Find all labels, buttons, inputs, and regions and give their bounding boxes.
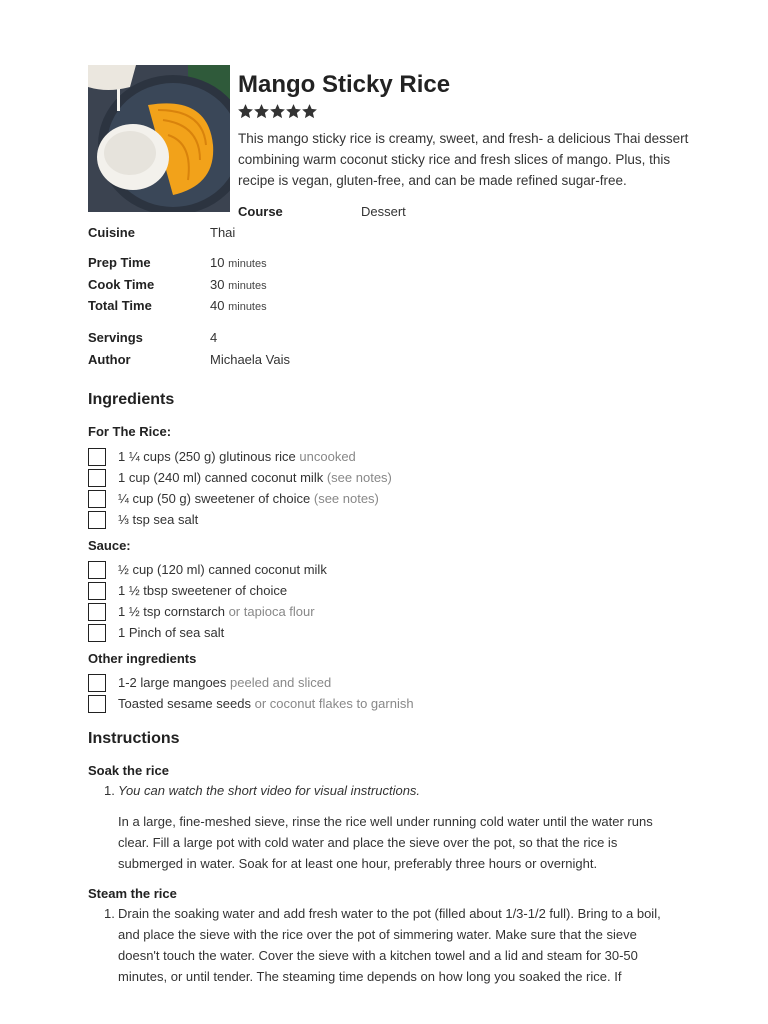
total-time-value: [210, 298, 267, 313]
recipe-summary: This mango sticky rice is creamy, sweet, and fresh- a delicious Thai dessert combining warm coconut sticky rice and fresh slices of mango. Plus, this recipe is vegan, gluten-free, and can be made refined sugar-free.: [238, 131, 689, 188]
prep-time-unit: minutes: [228, 258, 267, 270]
ingredient-item: [88, 561, 728, 582]
ingredient-item: [88, 490, 728, 511]
ingredient-note: or coconut flakes to garnish: [254, 696, 414, 711]
ingredient-item: [88, 695, 728, 716]
star-icon[interactable]: [238, 104, 253, 119]
author-label: Author: [88, 352, 131, 367]
instruction-group-steam: Steam the rice: [88, 886, 177, 901]
ingredient-checkbox[interactable]: [88, 624, 106, 642]
ingredient-name: 1 ½ tsp cornstarch: [118, 604, 225, 619]
star-icon[interactable]: [270, 104, 285, 119]
prep-time-number: 10: [210, 255, 225, 270]
ingredients-heading: Ingredients: [88, 391, 175, 408]
instruction-group-soak: Soak the rice: [88, 763, 169, 778]
ingredient-checkbox[interactable]: [88, 561, 106, 579]
prep-time-value: [210, 255, 267, 270]
ingredient-name: ¼ cup (50 g) sweetener of choice: [118, 491, 311, 506]
cook-time-label: Cook Time: [88, 277, 155, 292]
step-text: Drain the soaking water and add fresh water to the pot (filled about 1/3-1/2 full). Bring to a boil, and place the sieve with the rice over the pot of simmering water. Make sure that the sieve doesn't touch the water. Cover the sieve with a kitchen towel and a lid and steam for 30-50 minutes, or until tender. The steaming time depends on how long you soaked the rice. If: [118, 906, 661, 984]
ingredient-note: peeled and sliced: [230, 675, 332, 690]
ingredient-name: ⅓ tsp sea salt: [118, 512, 199, 527]
mango-sticky-rice-image: [88, 65, 230, 212]
ingredient-item: [88, 603, 728, 624]
ingredient-note: or tapioca flour: [228, 604, 315, 619]
step-text: In a large, fine-meshed sieve, rinse the rice well under running cold water until the water runs clear. Fill a large pot with cold water and place the sieve over the pot, so that the rice is submerged in water. Soak for at least one hour, preferably three hours or overnight.: [118, 814, 653, 871]
prep-time-label: Prep Time: [88, 255, 151, 270]
ingredient-checkbox[interactable]: [88, 695, 106, 713]
ingredient-checkbox[interactable]: [88, 674, 106, 692]
ingredient-name: 1 ½ tbsp sweetener of choice: [118, 583, 288, 598]
servings-value[interactable]: 4: [210, 330, 218, 345]
cuisine-value: Thai: [210, 225, 236, 240]
course-value: Dessert: [361, 204, 406, 219]
star-icon[interactable]: [286, 104, 301, 119]
star-rating[interactable]: [238, 104, 317, 119]
step-number: 1.: [104, 783, 115, 798]
ingredient-item: [88, 511, 728, 532]
ingredient-item: [88, 448, 728, 469]
ingredient-note: (see notes): [313, 491, 379, 506]
ingredient-checkbox[interactable]: [88, 603, 106, 621]
ingredient-name: ½ cup (120 ml) canned coconut milk: [118, 562, 327, 577]
ingredient-checkbox[interactable]: [88, 511, 106, 529]
ingredient-name: Toasted sesame seeds: [118, 696, 251, 711]
recipe-title: Mango Sticky Rice: [238, 71, 451, 98]
star-icon[interactable]: [254, 104, 269, 119]
cuisine-label: Cuisine: [88, 225, 135, 240]
ingredient-checkbox[interactable]: [88, 490, 106, 508]
ingredient-name: 1 ¼ cups (250 g) glutinous rice: [118, 449, 296, 464]
course-label: Course: [238, 204, 283, 219]
ingredient-item: [88, 582, 728, 603]
cook-time-unit: minutes: [228, 280, 267, 292]
step-number: 1.: [104, 906, 115, 921]
ingredient-name: 1 cup (240 ml) canned coconut milk: [118, 470, 324, 485]
instructions-heading: Instructions: [88, 730, 180, 747]
ingredient-item: [88, 624, 728, 645]
ingredient-group-rice: For The Rice:: [88, 424, 172, 439]
total-time-label: Total Time: [88, 298, 152, 313]
step-video-note[interactable]: You can watch the short video for visual instructions.: [118, 783, 421, 798]
ingredient-checkbox[interactable]: [88, 448, 106, 466]
cook-time-value: [210, 277, 267, 292]
ingredient-group-sauce: Sauce:: [88, 538, 131, 553]
author-value: Michaela Vais: [210, 352, 290, 367]
ingredient-name: 1 Pinch of sea salt: [118, 625, 225, 640]
ingredient-checkbox[interactable]: [88, 582, 106, 600]
ingredient-group-other: Other ingredients: [88, 651, 197, 666]
ingredient-item: [88, 469, 728, 490]
ingredient-note: uncooked: [299, 449, 356, 464]
ingredient-checkbox[interactable]: [88, 469, 106, 487]
star-icon[interactable]: [302, 104, 317, 119]
total-time-number: 40: [210, 298, 225, 313]
servings-label: Servings: [88, 330, 143, 345]
ingredient-name: 1-2 large mangoes: [118, 675, 227, 690]
total-time-unit: minutes: [228, 301, 267, 313]
ingredient-note: (see notes): [326, 470, 392, 485]
cook-time-number: 30: [210, 277, 225, 292]
ingredient-item: [88, 674, 728, 695]
recipe-photo: [88, 65, 230, 212]
